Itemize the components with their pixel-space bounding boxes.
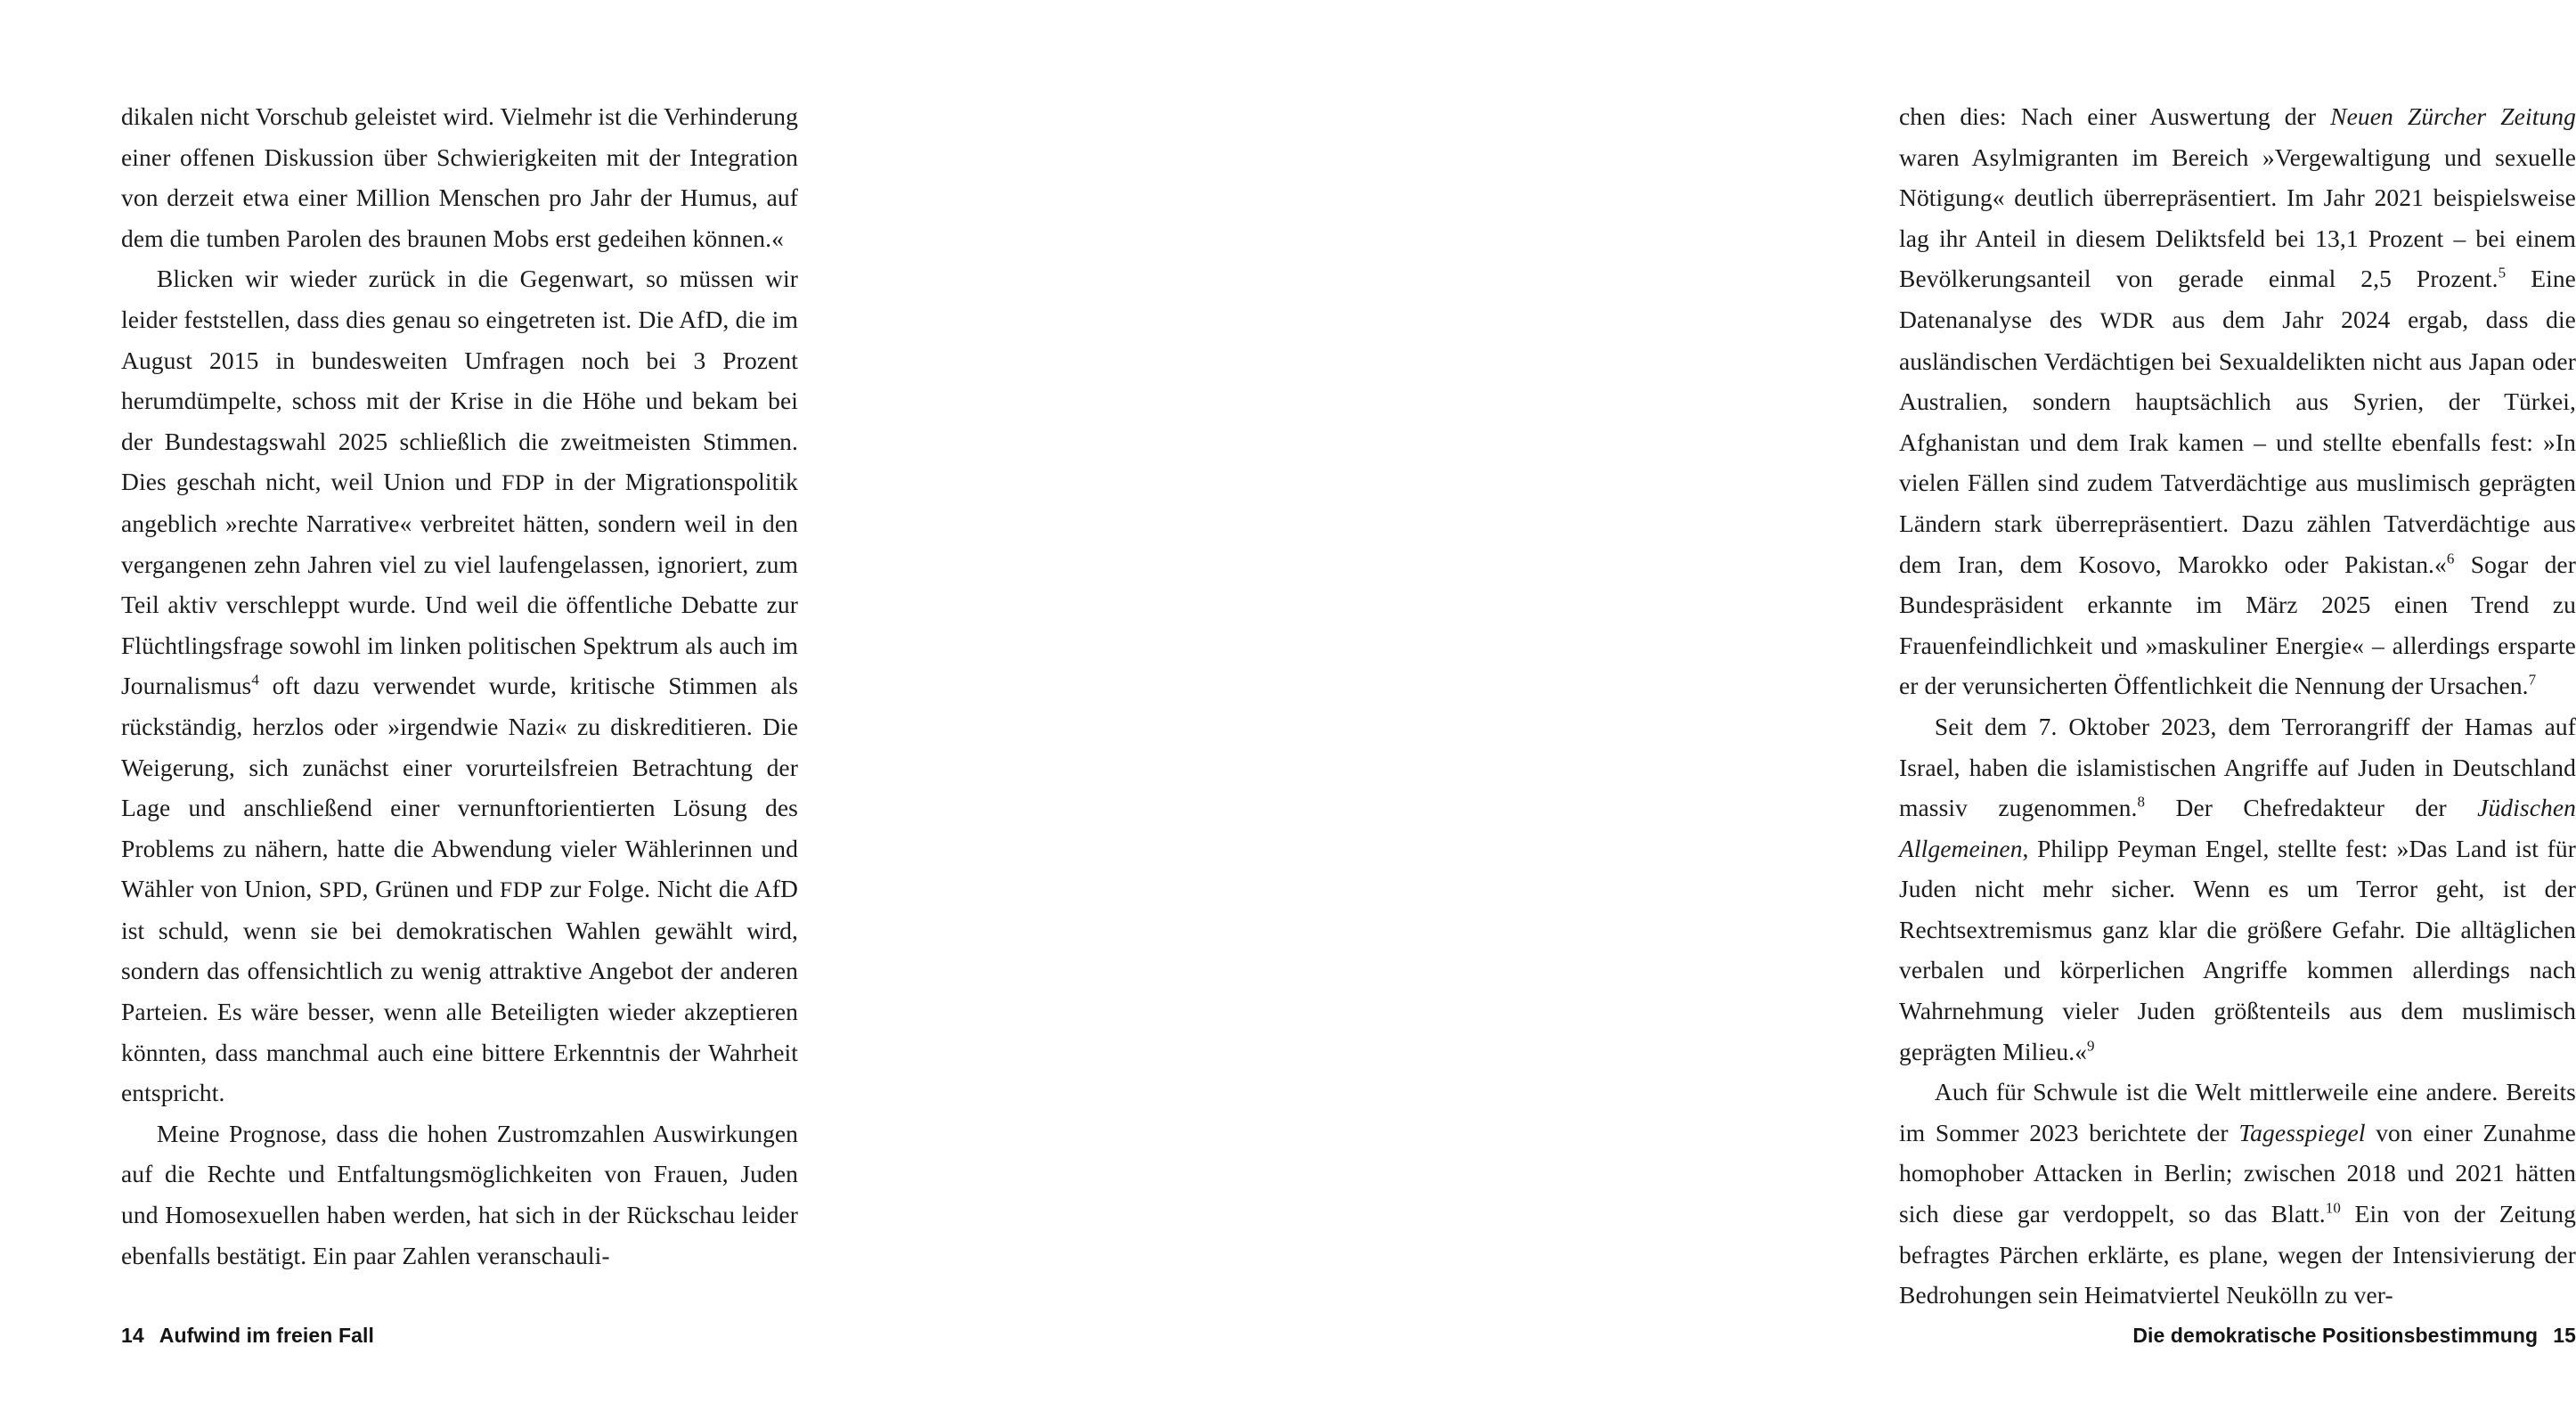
page-number-right: 15 [2553, 1323, 2576, 1347]
body-text-left [121, 96, 798, 1276]
page-right [891, 0, 2576, 1419]
page-left-textarea [121, 96, 798, 1312]
running-title-right: Die demokratische Positionsbestimmung [2132, 1323, 2539, 1347]
footer-left [121, 1282, 798, 1389]
paragraph: dikalen nicht Vorschub geleistet wird. Vielmehr ist die Verhinderung einer offenen Diskussion über Schwierigkeiten mit der Integration von derzeit etwa einer Million Menschen pro Jahr der Humus, auf dem die tumben Parolen des braunen Mobs erst gedeihen können.« [121, 102, 798, 252]
page-right-textarea [1899, 96, 2576, 1312]
paragraph: Seit dem 7. Oktober 2023, dem Terrorangriff der Hamas auf Israel, haben die islamistischen Angriffe auf Juden in Deutschland massiv zugenommen.$^8$ Der Chefredakteur der Jüdischen Allgemeinen, Philipp Peyman Engel, stellte fest: »Das Land ist für Juden nicht mehr sicher. Wenn es um Terror geht, ist der Rechtsextremismus ganz klar die größere Gefahr. Die alltäglichen verbalen und körperlichen Angriffe kommen allerdings nach Wahrnehmung vieler Juden größtenteils aus dem muslimisch geprägten Milieu.«$^9$ [1899, 712, 2576, 1065]
paragraph: Meine Prognose, dass die hohen Zustromzahlen Auswirkungen auf die Rechte und Entfaltungsmöglichkeiten von Frauen, Juden und Homosexuellen haben werden, hat sich in der Rückschau leider ebenfalls bestätigt. Ein paar Zahlen veranschauli- [121, 1119, 798, 1269]
page-left [0, 0, 891, 1419]
body-text-right [1899, 96, 2576, 1316]
paragraph: chen dies: Nach einer Auswertung der Neuen Zürcher Zeitung waren Asylmigranten im Bereich »Vergewaltigung und sexuelle Nötigung« deutlich überrepräsentiert. Im Jahr 2021 beispielsweise lag ihr Anteil in diesem Deliktsfeld bei 13,1 Prozent – bei einem Bevölkerungsanteil von gerade einmal 2,5 Prozent.$^5$ Eine Datenanalyse des WDR aus dem Jahr 2024 ergab, dass die ausländischen Verdächtigen bei Sexualdelikten nicht aus Japan oder Australien, sondern hauptsächlich aus Syrien, der Türkei, Afghanistan und dem Irak kamen – und stellte ebenfalls fest: »In vielen Fällen sind zudem Tatverdächtige aus muslimisch geprägten Ländern stark überrepräsentiert. Dazu zählen Tatverdächtige aus dem Iran, dem Kosovo, Marokko oder Pakistan.«$^6$ Sogar der Bundespräsident erkannte im März 2025 einen Trend zu Frauenfeindlichkeit und »maskuliner Energie« – allerdings ersparte er der verunsicherten Öffentlichkeit die Nennung der Ursachen.$^7$ [1899, 102, 2576, 700]
running-title-left: Aufwind im freien Fall [159, 1323, 374, 1347]
paragraph: Auch für Schwule ist die Welt mittlerweile eine andere. Bereits im Sommer 2023 berichtete der Tagesspiegel von einer Zunahme homophober Attacken in Berlin; zwischen 2018 und 2021 hätten sich diese gar verdoppelt, so das Blatt.$^{10}$ Ein von der Zeitung befragtes Pärchen erklärte, es plane, wegen der Intensivierung der Bedrohungen sein Heimatviertel Neukölln zu ver- [1899, 1078, 2576, 1309]
paragraph: Blicken wir wieder zurück in die Gegenwart, so müssen wir leider feststellen, dass dies genau so eingetreten ist. Die AfD, die im August 2015 in bundesweiten Umfragen noch bei 3 Prozent herumdümpelte, schoss mit der Krise in die Höhe und bekam bei der Bundestagswahl 2025 schließlich die zweitmeisten Stimmen. Dies geschah nicht, weil Union und FDP in der Migrationspolitik angeblich »rechte Narrative« verbreitet hätten, sondern weil in den vergangenen zehn Jahren viel zu viel laufengelassen, ignoriert, zum Teil aktiv verschleppt wurde. Und weil die öffentliche Debatte zur Flüchtlingsfrage sowohl im linken politischen Spektrum als auch im Journalismus$^4$ oft dazu verwendet wurde, kritische Stimmen als rückständig, herzlos oder »irgendwie Nazi« zu diskreditieren. Die Weigerung, sich zunächst einer vorurteilsfreien Betrachtung der Lage und anschließend einer vernunftorientierten Lösung des Problems zu nähern, hatte die Abwendung vieler Wählerinnen und Wähler von Union, SPD, Grünen und FDP zur Folge. Nicht die AfD ist schuld, wenn sie bei demokratischen Wahlen gewählt wird, sondern das offensichtlich zu wenig attraktive Angebot der anderen Parteien. Es wäre besser, wenn alle Beteiligten wieder akzeptieren könnten, dass manchmal auch eine bittere Erkenntnis der Wahrheit entspricht. [121, 265, 798, 1107]
footer-right [1899, 1282, 2576, 1389]
page-number-left: 14 [121, 1323, 144, 1347]
